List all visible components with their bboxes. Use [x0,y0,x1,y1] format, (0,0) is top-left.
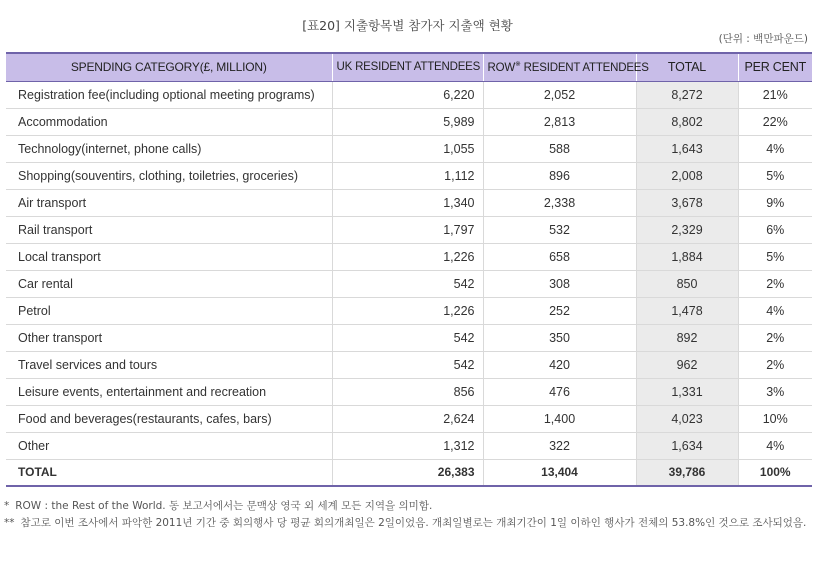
header-category: SPENDING CATEGORY(£, MILLION) [6,53,332,81]
table-row [6,108,812,135]
cell-total: 4,023 [636,405,738,432]
cell-total: 3,678 [636,189,738,216]
cell-total: 2,329 [636,216,738,243]
cell-percent: 4% [738,432,812,459]
cell-total: 1,643 [636,135,738,162]
cell-uk: 6,220 [332,81,483,108]
cell-uk: 1,055 [332,135,483,162]
cell-category: Accommodation [6,108,332,135]
cell-category: Local transport [6,243,332,270]
cell-total: 1,634 [636,432,738,459]
cell-category: Petrol [6,297,332,324]
spending-table [6,52,812,487]
cell-percent: 6% [738,216,812,243]
cell-row: 1,400 [483,405,636,432]
cell-row: 476 [483,378,636,405]
cell-row: 420 [483,351,636,378]
footnote-2-mark: ** [4,517,15,529]
cell-row: 2,813 [483,108,636,135]
header-row [6,53,812,81]
cell-row: 350 [483,324,636,351]
cell-uk: 1,340 [332,189,483,216]
table-body [6,81,812,459]
header-row-footnote-mark: ※ [515,61,521,69]
cell-uk: 1,226 [332,297,483,324]
cell-percent: 22% [738,108,812,135]
cell-uk: 5,989 [332,108,483,135]
cell-percent: 2% [738,270,812,297]
cell-uk: 856 [332,378,483,405]
total-row [6,459,812,486]
table-row [6,378,812,405]
cell-row: 2,338 [483,189,636,216]
cell-uk: 2,624 [332,405,483,432]
table-row [6,135,812,162]
cell-total: 1,331 [636,378,738,405]
header-row-prefix: ROW [487,62,516,75]
footnote-1-mark: * [4,500,10,512]
unit-label: (단위 : 백만파운드) [718,33,808,45]
cell-percent: 2% [738,351,812,378]
cell-row: 588 [483,135,636,162]
cell-uk: 542 [332,324,483,351]
cell-total: 1,478 [636,297,738,324]
footnotes [4,498,810,532]
table-title: [표20] 지출항목별 참가자 지출액 현황 [302,18,513,33]
header-total: TOTAL [636,53,738,81]
header-uk: UK RESIDENT ATTENDEES [332,53,483,81]
cell-uk: 1,226 [332,243,483,270]
cell-category: Other transport [6,324,332,351]
cell-category: Registration fee(including optional meeting programs) [6,81,332,108]
total-row-uk: 26,383 [332,459,483,486]
cell-row: 2,052 [483,81,636,108]
cell-percent: 2% [738,324,812,351]
cell-total: 2,008 [636,162,738,189]
cell-total: 1,884 [636,243,738,270]
cell-row: 896 [483,162,636,189]
cell-percent: 5% [738,243,812,270]
cell-row: 658 [483,243,636,270]
cell-category: Car rental [6,270,332,297]
footnote-1 [4,498,810,515]
total-row-percent: 100% [738,459,812,486]
table-row [6,270,812,297]
cell-percent: 10% [738,405,812,432]
cell-category: Shopping(souventirs, clothing, toiletries, groceries) [6,162,332,189]
cell-uk: 1,797 [332,216,483,243]
cell-uk: 542 [332,351,483,378]
cell-category: Air transport [6,189,332,216]
cell-category: Food and beverages(restaurants, cafes, bars) [6,405,332,432]
footnote-1-text: ROW : the Rest of the World. 동 보고서에서는 문맥상 영국 외 세계 모든 지역을 의미함. [15,500,433,512]
cell-category: Other [6,432,332,459]
table-row [6,243,812,270]
cell-percent: 3% [738,378,812,405]
footnote-2-text: 참고로 이번 조사에서 파악한 2011년 기간 중 회의행사 당 평균 회의개최일은 2일이었음. 개최일별로는 개최기간이 1일 이하인 행사가 전체의 53.8%인 것으로 조사되었음. [20,517,807,529]
cell-row: 252 [483,297,636,324]
cell-percent: 21% [738,81,812,108]
cell-percent: 4% [738,135,812,162]
table-row [6,81,812,108]
total-row-row: 13,404 [483,459,636,486]
table-row [6,432,812,459]
total-row-label: TOTAL [6,459,332,486]
cell-uk: 542 [332,270,483,297]
cell-category: Rail transport [6,216,332,243]
cell-percent: 5% [738,162,812,189]
cell-row: 532 [483,216,636,243]
table-row [6,216,812,243]
header-row-attendees [483,53,649,81]
header-row-suffix: RESIDENT ATTENDEES [520,62,649,75]
table-row [6,189,812,216]
cell-category: Technology(internet, phone calls) [6,135,332,162]
cell-row: 308 [483,270,636,297]
total-row-total: 39,786 [636,459,738,486]
header-percent: PER CENT [738,53,812,81]
cell-total: 892 [636,324,738,351]
cell-total: 8,802 [636,108,738,135]
table-row [6,162,812,189]
cell-total: 8,272 [636,81,738,108]
cell-uk: 1,312 [332,432,483,459]
table-row [6,405,812,432]
cell-category: Leisure events, entertainment and recreation [6,378,332,405]
cell-row: 322 [483,432,636,459]
footnote-2 [4,515,810,532]
table-row [6,297,812,324]
table-row [6,324,812,351]
cell-total: 850 [636,270,738,297]
cell-percent: 4% [738,297,812,324]
cell-percent: 9% [738,189,812,216]
cell-total: 962 [636,351,738,378]
cell-uk: 1,112 [332,162,483,189]
table-row [6,351,812,378]
cell-category: Travel services and tours [6,351,332,378]
